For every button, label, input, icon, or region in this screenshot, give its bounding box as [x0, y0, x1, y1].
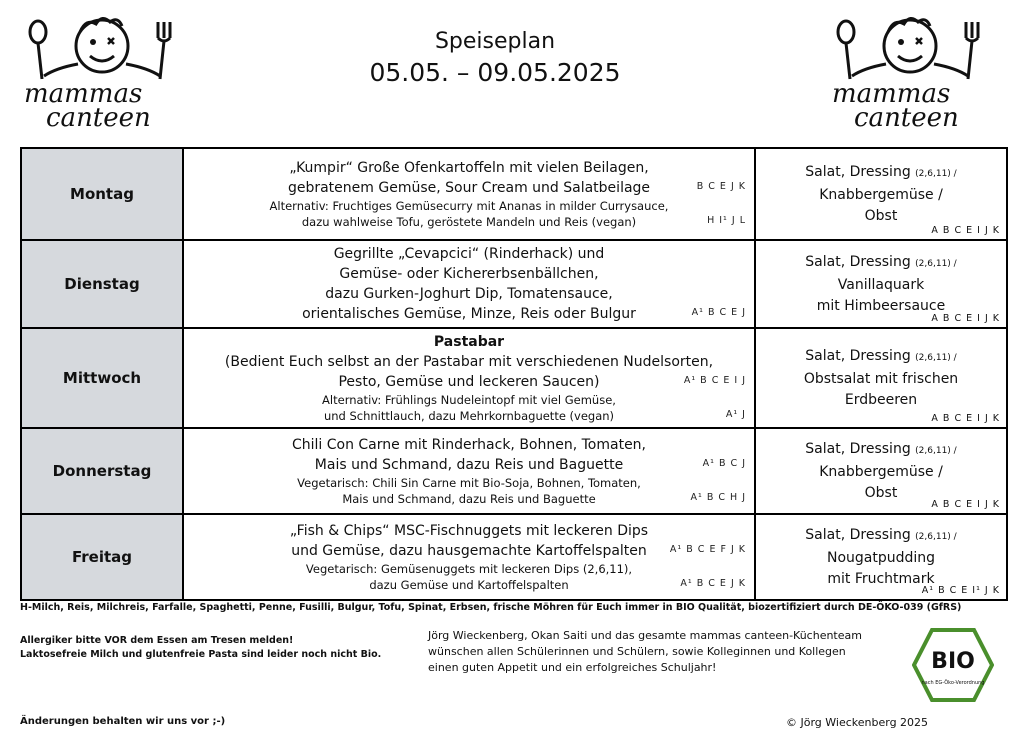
- dish-line: [184, 284, 754, 304]
- side-line: [756, 390, 1006, 411]
- allergen-codes: A¹ B C E F J K: [669, 544, 746, 555]
- side-dish-cell: [755, 514, 1007, 600]
- allergy-line: Allergiker bitte VOR dem Essen am Tresen melden!: [20, 635, 294, 646]
- dish-text: Mais und Schmand, dazu Reis und Baguette: [342, 492, 596, 506]
- dish-line: [184, 372, 754, 392]
- allergen-codes: A¹ B C J: [702, 458, 746, 469]
- side-text: Salat, Dressing: [805, 163, 911, 180]
- dish-line: [184, 455, 754, 475]
- allergen-codes: B C E J K: [696, 181, 746, 192]
- dish-line: [184, 332, 754, 352]
- allergen-codes: A¹ B C E I J: [683, 375, 746, 386]
- dish-text: „Kumpir“ Große Ofenkartoffeln mit vielen Beilagen,: [289, 160, 649, 176]
- dish-text: Chili Con Carne mit Rinderhack, Bohnen, Tomaten,: [291, 437, 647, 453]
- side-dish-cell: [755, 428, 1007, 514]
- dish-text: „Fish & Chips“ MSC-Fischnuggets mit leckeren Dips: [289, 523, 649, 539]
- side-text: Knabbergemüse /: [819, 186, 943, 203]
- allergen-codes: A¹ B C E J K: [680, 578, 746, 589]
- bio-seal-icon: [912, 628, 994, 702]
- allergy-note: [20, 634, 381, 662]
- side-text: Obst: [864, 484, 898, 501]
- svg-text:nach EG-Öko-Verordnung: nach EG-Öko-Verordnung: [921, 680, 985, 686]
- additive-note: (2,6,11) /: [915, 168, 957, 179]
- dish-text: und Schnittlauch, dazu Mehrkornbaguette (vegan): [323, 409, 615, 423]
- table-row: [21, 328, 1007, 428]
- main-dish-cell: [183, 328, 755, 428]
- dish-text: dazu Gemüse und Kartoffelspalten: [369, 578, 569, 592]
- svg-text:BIO: BIO: [931, 649, 975, 674]
- side-text: Erdbeeren: [844, 391, 918, 408]
- side-text: Salat, Dressing: [805, 526, 911, 543]
- side-line: [756, 346, 1006, 369]
- side-line: [756, 206, 1006, 227]
- side-line: [756, 525, 1006, 548]
- dish-text: Gemüse- oder Kichererbsenbällchen,: [339, 266, 599, 282]
- team-line: wünschen allen Schülerinnen und Schülern, sowie Kolleginnen und Kollegen: [428, 645, 846, 658]
- dish-text: Vegetarisch: Chili Sin Carne mit Bio-Soja, Bohnen, Tomaten,: [297, 476, 641, 490]
- dish-text: Alternativ: Frühlings Nudeleintopf mit viel Gemüse,: [322, 393, 616, 407]
- team-line: einen guten Appetit und ein erfolgreiches Schuljahr!: [428, 661, 717, 674]
- side-line: [756, 275, 1006, 296]
- additive-note: (2,6,11) /: [915, 445, 957, 456]
- additive-note: (2,6,11) /: [915, 258, 957, 269]
- dish-text: dazu Gurken-Joghurt Dip, Tomatensauce,: [325, 286, 613, 302]
- allergen-codes: A¹ B C E J: [691, 307, 746, 318]
- page-title: [330, 28, 660, 90]
- side-line: [756, 369, 1006, 390]
- side-line: [756, 439, 1006, 462]
- side-text: Salat, Dressing: [805, 440, 911, 457]
- title-text: Speiseplan: [434, 29, 556, 54]
- main-dish-cell: [183, 428, 755, 514]
- day-cell: Mittwoch: [21, 328, 183, 428]
- side-line: [756, 185, 1006, 206]
- dish-text: Pesto, Gemüse und leckeren Saucen): [338, 374, 600, 390]
- day-cell: Montag: [21, 148, 183, 240]
- side-text: mit Fruchtmark: [827, 570, 935, 587]
- table-row: [21, 148, 1007, 240]
- side-text: Obst: [864, 207, 898, 224]
- logo-right: [826, 14, 994, 138]
- allergen-codes: A B C E I J K: [931, 313, 1000, 324]
- day-cell: Freitag: [21, 514, 183, 600]
- side-line: [756, 162, 1006, 185]
- side-text: Salat, Dressing: [805, 253, 911, 270]
- allergen-codes: A B C E I J K: [931, 225, 1000, 236]
- dish-text: Pastabar: [433, 334, 505, 350]
- table-row: [21, 240, 1007, 328]
- side-line: [756, 548, 1006, 569]
- side-text: Vanillaquark: [837, 276, 925, 293]
- dish-line: [184, 178, 754, 198]
- table-row: [21, 514, 1007, 600]
- allergen-codes: A B C E I J K: [931, 413, 1000, 424]
- dish-text: Vegetarisch: Gemüsenuggets mit leckeren Dips (2,6,11),: [305, 562, 633, 576]
- side-line: [756, 252, 1006, 275]
- day-cell: Dienstag: [21, 240, 183, 328]
- main-dish-cell: [183, 514, 755, 600]
- team-greeting: [428, 628, 898, 676]
- side-dish-cell: [755, 148, 1007, 240]
- dish-text: orientalisches Gemüse, Minze, Reis oder Bulgur: [302, 306, 636, 322]
- menu-table: [20, 147, 1008, 601]
- allergen-codes: A B C E I J K: [931, 499, 1000, 510]
- dish-line: [184, 435, 754, 455]
- dish-text: dazu wahlweise Tofu, geröstete Mandeln und Reis (vegan): [301, 215, 637, 229]
- dish-line: [184, 392, 754, 408]
- side-dish-cell: [755, 328, 1007, 428]
- table-row: [21, 428, 1007, 514]
- dish-line: [184, 304, 754, 324]
- date-range: 05.05. – 09.05.2025: [369, 58, 621, 87]
- dish-text: Alternativ: Fruchtiges Gemüsecurry mit Ananas in milder Currysauce,: [269, 199, 669, 213]
- main-dish-cell: [183, 240, 755, 328]
- copyright: © Jörg Wieckenberg 2025: [786, 716, 929, 729]
- changes-note: Änderungen behalten wir uns vor ;-): [20, 716, 226, 727]
- dish-text: Gegrillte „Cevapcici“ (Rinderhack) und: [333, 246, 605, 262]
- dish-line: [184, 264, 754, 284]
- dish-text: Mais und Schmand, dazu Reis und Baguette: [314, 457, 624, 473]
- dish-line: [184, 577, 754, 593]
- side-text: Obstsalat mit frischen: [803, 370, 959, 387]
- lactose-line: Laktosefreie Milch und glutenfreie Pasta sind leider noch nicht Bio.: [20, 649, 382, 660]
- side-dish-cell: [755, 240, 1007, 328]
- dish-line: [184, 408, 754, 424]
- main-dish-cell: [183, 148, 755, 240]
- brand-wordmark: mammas canteen: [24, 79, 151, 133]
- bio-note: H-Milch, Reis, Milchreis, Farfalle, Spaghetti, Penne, Fusilli, Bulgur, Tofu, Spinat, Erbsen, frische Möhren für Euch immer in BIO Qualität, biozertifiziert durch DE-ÖKO-039 (GfRS): [20, 602, 962, 613]
- additive-note: (2,6,11) /: [915, 352, 957, 363]
- dish-text: gebratenem Gemüse, Sour Cream und Salatbeilage: [287, 180, 651, 196]
- logo-left: [18, 14, 186, 138]
- dish-line: [184, 561, 754, 577]
- dish-line: [184, 521, 754, 541]
- side-text: Knabbergemüse /: [819, 463, 943, 480]
- dish-line: [184, 198, 754, 214]
- team-line: Jörg Wieckenberg, Okan Saiti und das gesamte mammas canteen-Küchenteam: [428, 629, 862, 642]
- dish-text: (Bedient Euch selbst an der Pastabar mit verschiedenen Nudelsorten,: [224, 354, 714, 370]
- dish-line: [184, 244, 754, 264]
- allergen-codes: A¹ J: [725, 409, 746, 420]
- dish-text: und Gemüse, dazu hausgemachte Kartoffelspalten: [291, 543, 647, 559]
- dish-line: [184, 352, 754, 372]
- dish-line: [184, 214, 754, 230]
- allergen-codes: A¹ B C H J: [690, 492, 746, 503]
- dish-line: [184, 491, 754, 507]
- brand-wordmark: mammas canteen: [832, 79, 959, 133]
- side-text: Salat, Dressing: [805, 347, 911, 364]
- dish-line: [184, 158, 754, 178]
- allergen-codes: H I¹ J L: [707, 215, 746, 226]
- side-text: Nougatpudding: [826, 549, 936, 566]
- dish-line: [184, 541, 754, 561]
- dish-line: [184, 475, 754, 491]
- allergen-codes: A¹ B C E I¹ J K: [921, 585, 1000, 596]
- side-text: mit Himbeersauce: [816, 297, 946, 314]
- side-line: [756, 462, 1006, 483]
- additive-note: (2,6,11) /: [915, 531, 957, 542]
- day-cell: Donnerstag: [21, 428, 183, 514]
